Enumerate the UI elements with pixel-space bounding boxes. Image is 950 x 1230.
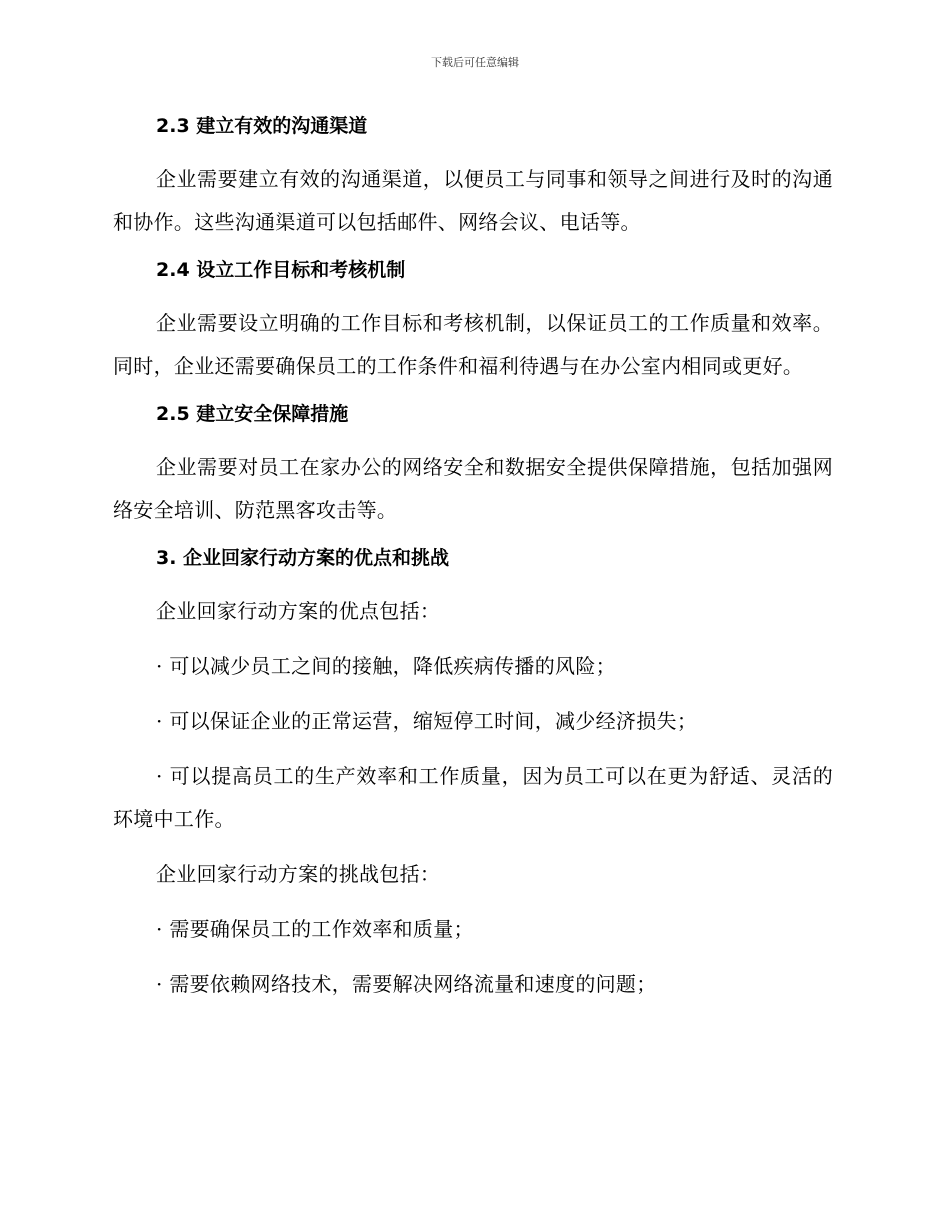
advantage-item: · 可以提高员工的生产效率和工作质量，因为员工可以在更为舒适、灵活的环境中工作。 <box>113 764 833 831</box>
advantage-item: · 可以保证企业的正常运营，缩短停工时间，减少经济损失； <box>156 709 698 733</box>
header-note: 下载后可任意编辑 <box>431 56 519 69</box>
challenge-item: · 需要确保员工的工作效率和质量； <box>156 917 474 941</box>
advantages-intro: 企业回家行动方案的优点包括： <box>156 599 441 623</box>
challenge-item: · 需要依赖网络技术，需要解决网络流量和速度的问题； <box>156 972 657 996</box>
advantage-item: · 可以减少员工之间的接触，降低疾病传播的风险； <box>156 654 616 678</box>
section-paragraph-2-3: 企业需要建立有效的沟通渠道，以便员工与同事和领导之间进行及时的沟通和协作。这些沟通渠道可以包括邮件、网络会议、电话等。 <box>113 167 833 234</box>
section-paragraph-2-4: 企业需要设立明确的工作目标和考核机制，以保证员工的工作质量和效率。同时，企业还需要确保员工的工作条件和福利待遇与在办公室内相同或更好。 <box>113 311 833 378</box>
section-heading-2-4: 2.4 设立工作目标和考核机制 <box>156 259 406 281</box>
section-heading-2-5: 2.5 建立安全保障措施 <box>156 403 349 425</box>
challenges-intro: 企业回家行动方案的挑战包括： <box>156 862 441 886</box>
section-heading-3: 3. 企业回家行动方案的优点和挑战 <box>156 547 450 569</box>
section-heading-2-3: 2.3 建立有效的沟通渠道 <box>156 115 368 137</box>
document-body <box>113 110 833 1018</box>
section-paragraph-2-5: 企业需要对员工在家办公的网络安全和数据安全提供保障措施，包括加强网络安全培训、防范黑客攻击等。 <box>113 455 833 522</box>
